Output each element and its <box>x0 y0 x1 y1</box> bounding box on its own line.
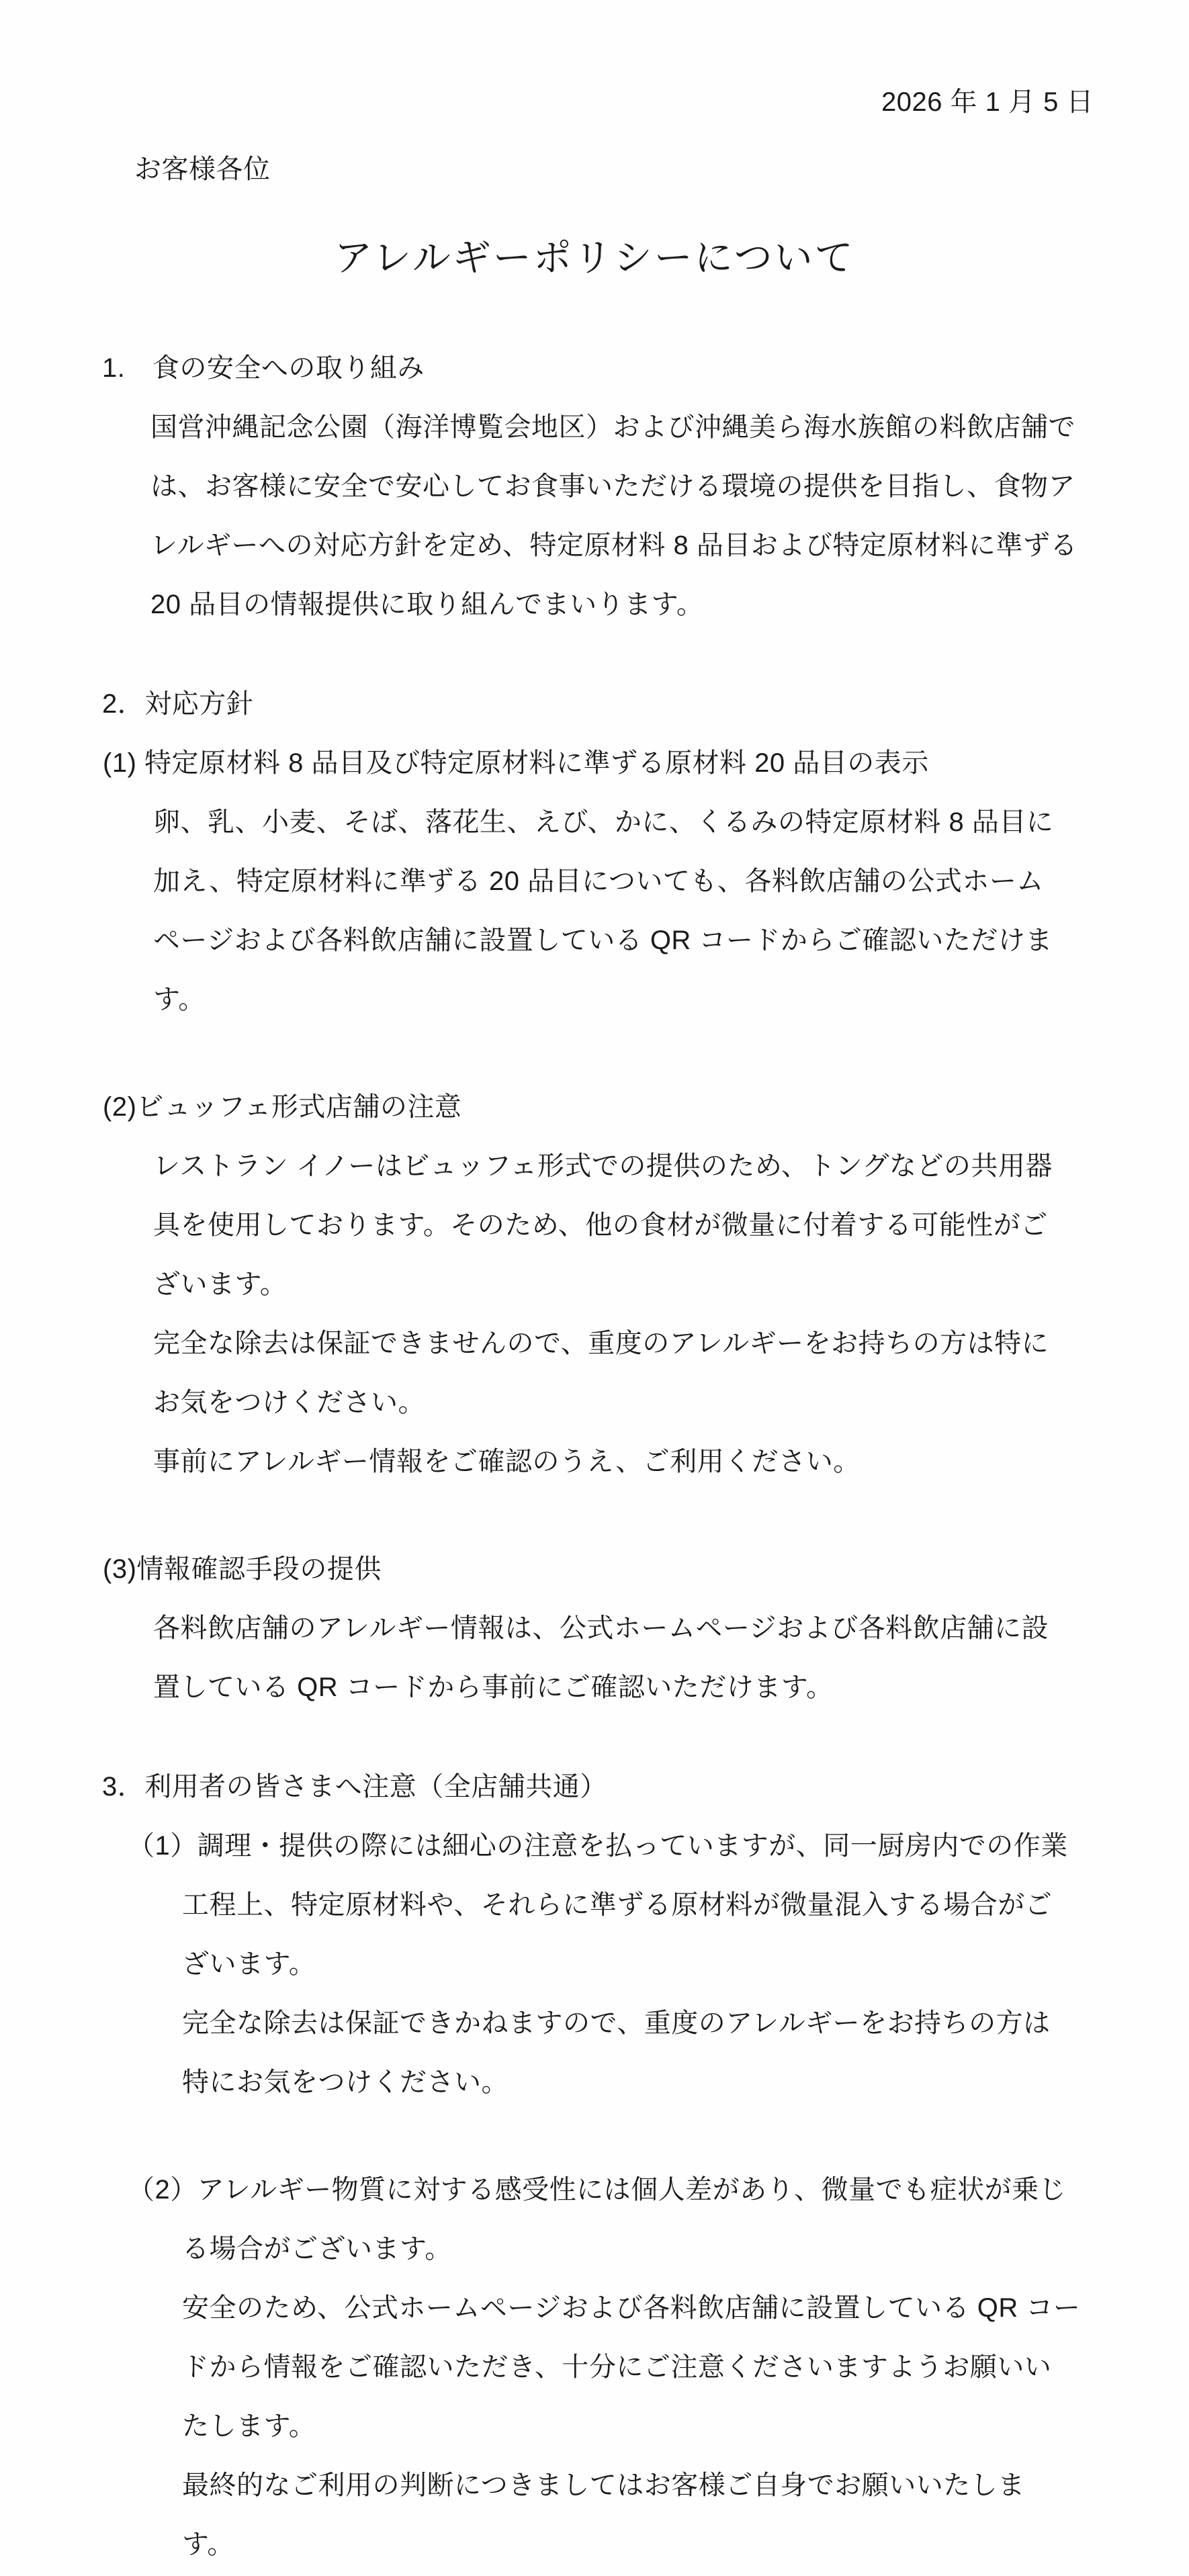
item-label-line: (2)ビュッフェ形式店舗の注意 <box>103 1092 462 1122</box>
item-body-line: 最終的なご利用の判断につきましてはお客様ご自身でお願いいたしま <box>182 2471 1025 2500</box>
item-body-line: 工程上、特定原材料や、それらに準ずる原材料が微量混入する場合がご <box>182 1890 1053 1920</box>
item-body-line: る場合がございます。 <box>182 2234 452 2264</box>
list-item <box>0 734 1189 1029</box>
item-body-line: 完全な除去は保証できかねますので、重度のアレルギーをお持ちの方は <box>182 2008 1051 2038</box>
item-body-line: 卵、乳、小麦、そば、落花生、えび、かに、くるみの特定原材料 8 品目に <box>153 807 1054 837</box>
page-title: アレルギーポリシーについて <box>334 236 855 279</box>
item-body-line: 置している QR コードから事前にご確認いただけます。 <box>153 1673 834 1702</box>
item-body-line: たします。 <box>182 2411 316 2441</box>
item-label-line: （1）調理・提供の際には細心の注意を払っていますが、同一厨房内での作業 <box>128 1831 1068 1861</box>
item-label-line: （2）アレルギー物質に対する感受性には個人差があり、微量でも症状が乗じ <box>128 2175 1067 2205</box>
item-body-line: 安全のため、公式ホームページおよび各料飲店舗に設置している QR コー <box>182 2293 1081 2323</box>
section-2 <box>0 674 1189 1717</box>
paragraph-line: は、お客様に安全で安心してお食事いただける環境の提供を目指し、食物ア <box>150 472 1075 501</box>
list-item <box>0 1077 1189 1491</box>
section-heading: 3．利用者の皆さまへ注意（全店舗共通） <box>102 1772 607 1802</box>
section-1 <box>0 339 1189 634</box>
item-body-line: ざいます。 <box>182 1949 316 1979</box>
item-label-line: (3)情報確認手段の提供 <box>103 1554 382 1584</box>
item-body-line: 各料飲店舗のアレルギー情報は、公式ホームページおよび各料飲店舗に設 <box>153 1613 1049 1643</box>
item-body-line: 事前にアレルギー情報をご確認のうえ、ご利用ください。 <box>153 1447 861 1476</box>
paragraph <box>0 398 1189 634</box>
item-body-line: す。 <box>153 985 206 1014</box>
section-heading: 1. 食の安全への取り組み <box>102 353 425 383</box>
item-label-line: (1) 特定原材料 8 品目及び特定原材料に準ずる原材料 20 品目の表示 <box>103 748 929 778</box>
list-item <box>0 1816 1189 2112</box>
item-body-line: ドから情報をご確認いただき、十分にご注意くださいますようお願いい <box>182 2352 1052 2382</box>
date-text: 2026 年 1 月 5 日 <box>881 87 1094 117</box>
item-body-line: す。 <box>182 2530 234 2559</box>
item-body-line: レストラン イノーはビュッフェ形式での提供のため、トングなどの共用器 <box>153 1151 1053 1181</box>
paragraph-line: レルギーへの対応方針を定め、特定原材料 8 品目および特定原材料に準ずる <box>150 531 1077 560</box>
item-body-line: ざいます。 <box>153 1270 288 1299</box>
paragraph-line: 国営沖縄記念公園（海洋博覧会地区）および沖縄美ら海水族館の料飲店舗で <box>150 412 1075 442</box>
list-item <box>0 1540 1189 1717</box>
salutation: お客様各位 <box>134 154 271 184</box>
sections-container <box>0 339 1189 2574</box>
item-body-line: 特にお気をつけください。 <box>182 2068 509 2097</box>
section-3 <box>0 1757 1189 2574</box>
item-body-line: お気をつけください。 <box>153 1388 425 1417</box>
item-body-line: 完全な除去は保証できませんので、重度のアレルギーをお持ちの方は特に <box>153 1329 1049 1358</box>
item-body-line: 加え、特定原材料に準ずる 20 品目についても、各料飲店舗の公式ホーム <box>153 867 1044 896</box>
item-body-line: ページおよび各料飲店舗に設置している QR コードからご確認いただけま <box>153 926 1053 955</box>
paragraph-line: 20 品目の情報提供に取り組んでまいります。 <box>150 590 704 619</box>
item-body-line: 具を使用しております。そのため、他の食材が微量に付着する可能性がご <box>153 1210 1048 1240</box>
section-heading: 2．対応方針 <box>102 689 254 719</box>
list-item <box>0 2160 1189 2574</box>
